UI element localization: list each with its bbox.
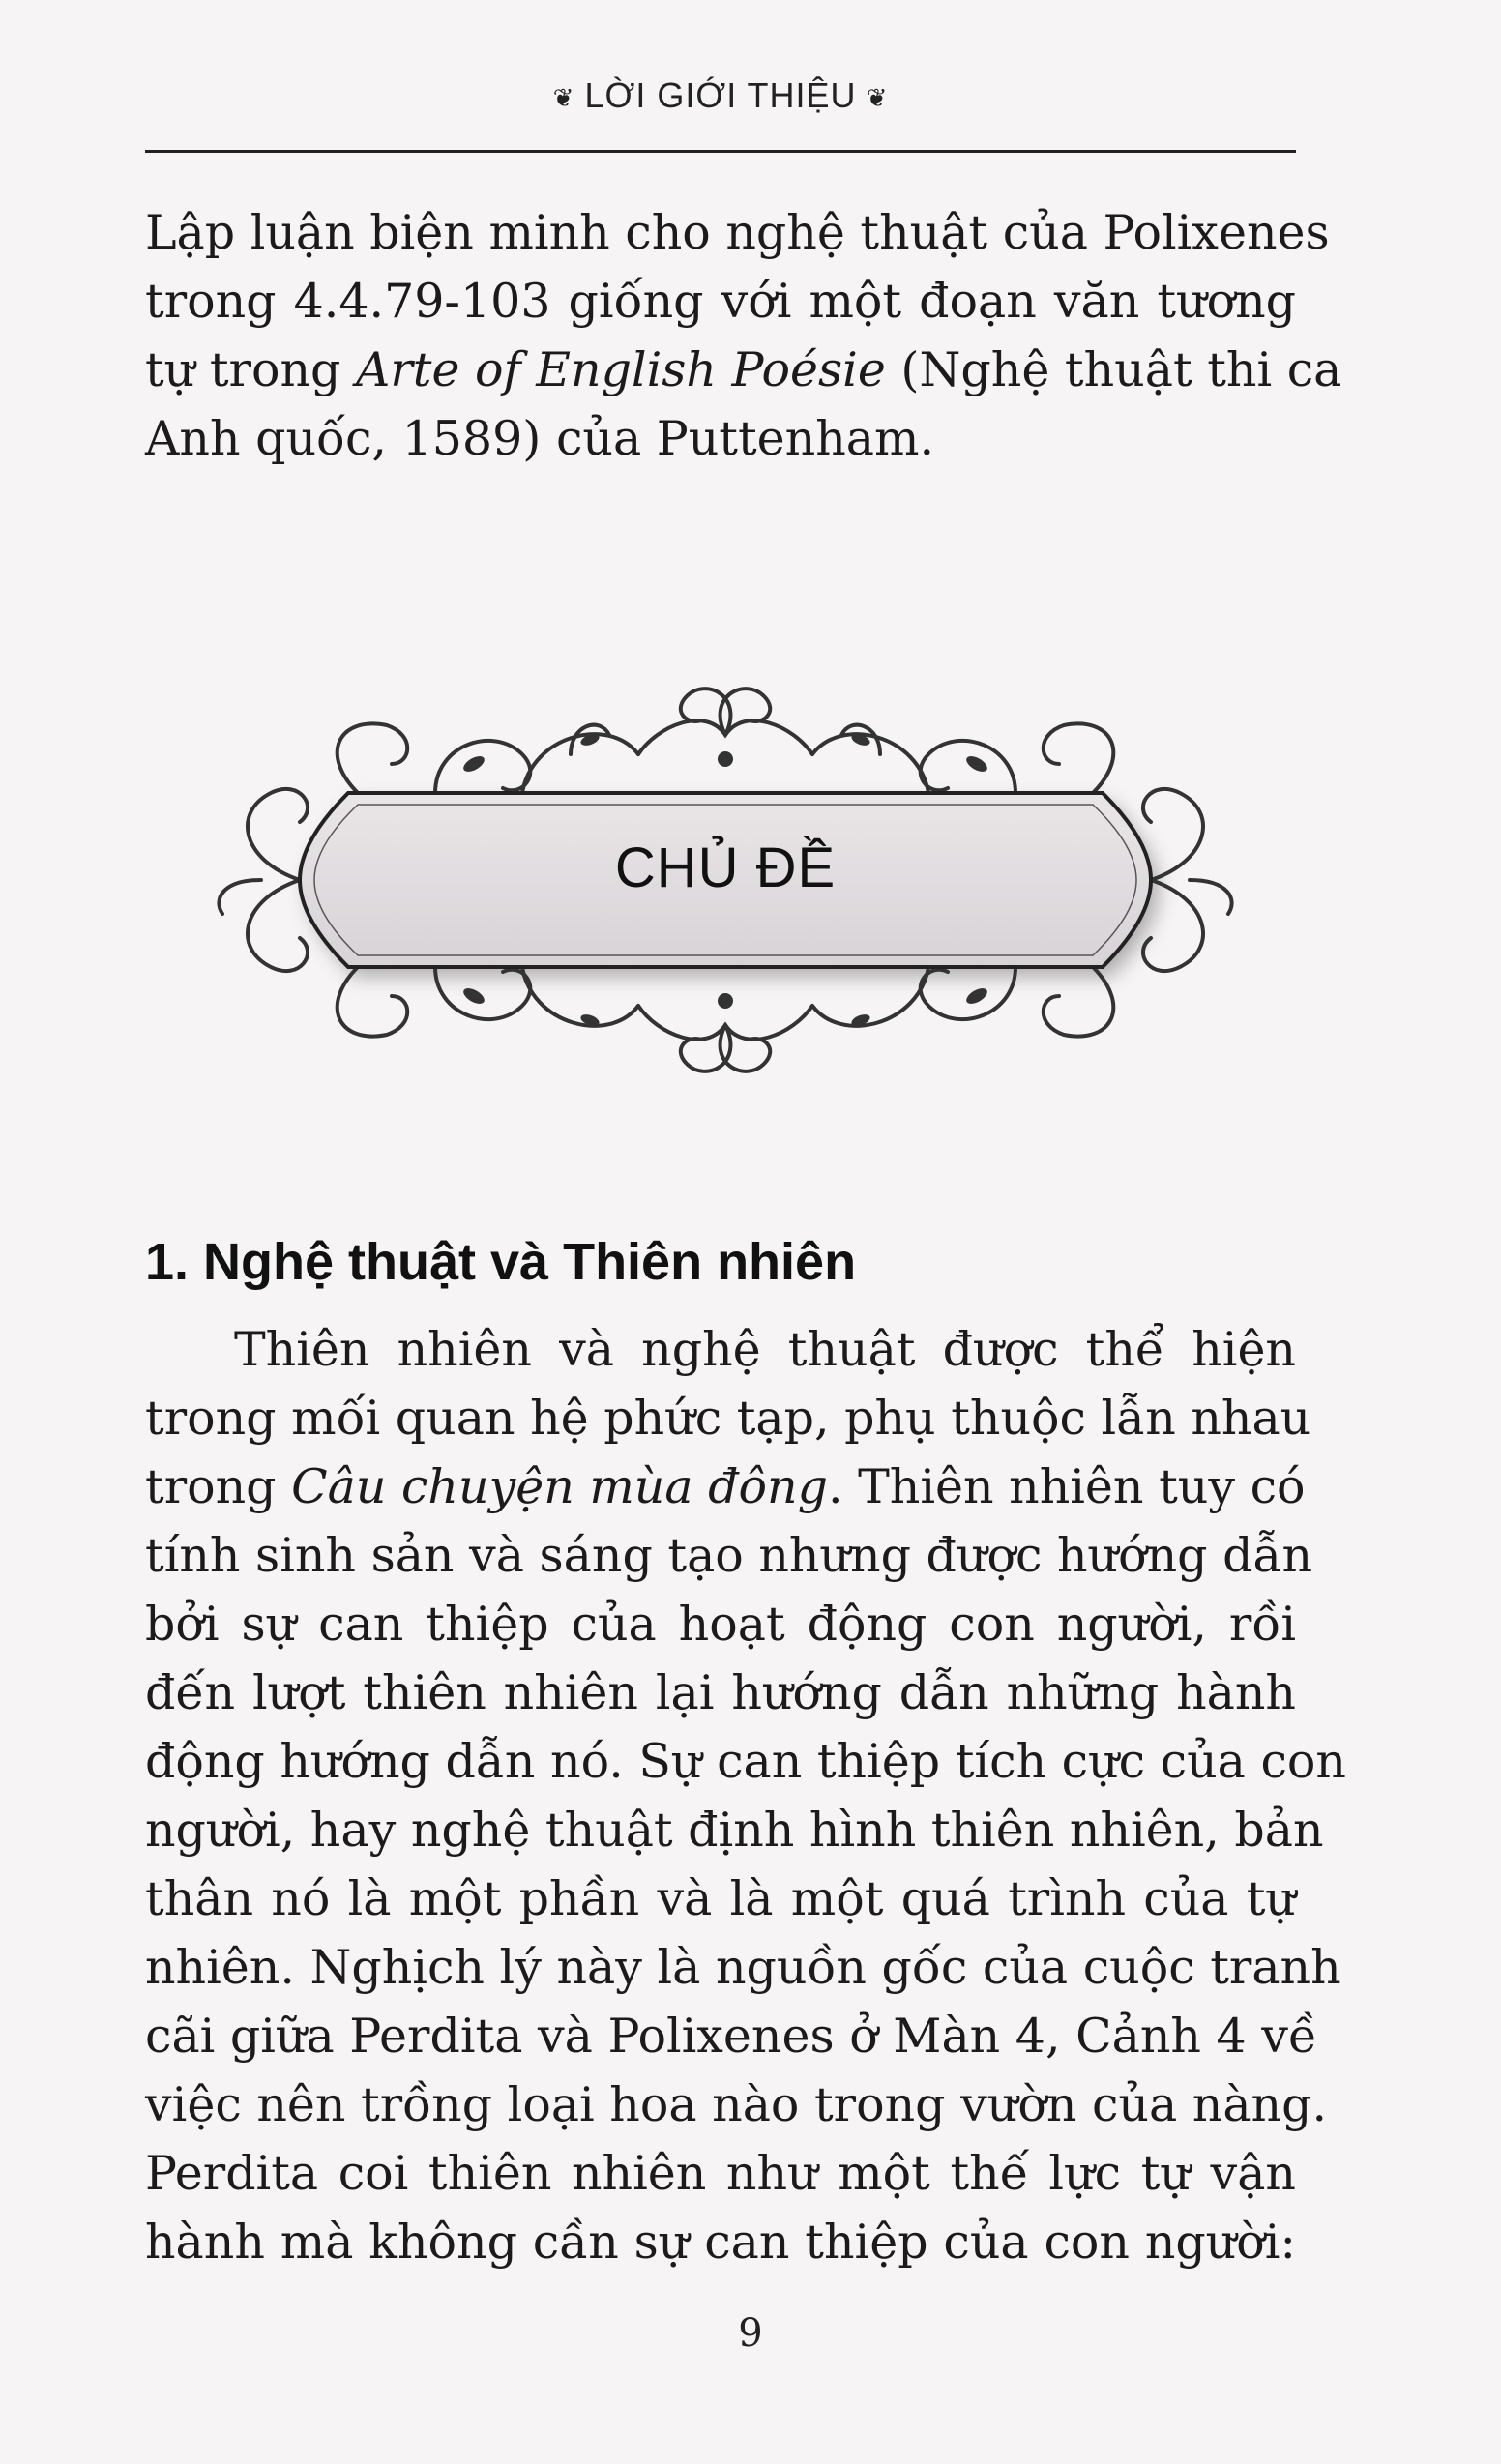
body-line-5: bởi sự can thiệp của hoạt động con người, rồi (145, 1597, 1296, 1652)
body-line-9: thân nó là một phần và là một quá trình của tự (145, 1871, 1296, 1926)
book-title-italic: Arte of English Poésie (355, 342, 886, 397)
body-line-7: động hướng dẫn nó. Sự can thiệp tích cực của con (145, 1734, 1346, 1789)
body-line-6: đến lượt thiên nhiên lại hướng dẫn những hành (145, 1665, 1296, 1720)
left-flourish-icon: ❦ (552, 82, 575, 112)
intro-line-2: trong 4.4.79-103 giống với một đoạn văn tương (145, 274, 1296, 329)
theme-box-title: CHỦ ĐỀ (614, 836, 837, 899)
page-number: 9 (738, 2311, 763, 2356)
body-line-12: việc nên trồng loại hoa nào trong vườn của nàng. (145, 2077, 1328, 2132)
body-line-3: trong Câu chuyện mùa đông. Thiên nhiên tuy có (145, 1459, 1306, 1514)
body-line-11: cãi giữa Perdita và Polixenes ở Màn 4, Cảnh 4 về (145, 2009, 1318, 2064)
body-line-2: trong mối quan hệ phức tạp, phụ thuộc lẫn nhau (145, 1391, 1311, 1446)
header-rule (145, 150, 1296, 153)
intro-line-1: Lập luận biện minh cho nghệ thuật của Polixenes (145, 205, 1330, 260)
section-body (145, 1315, 1346, 2276)
intro-paragraph (145, 198, 1342, 473)
body-line-10: nhiên. Nghịch lý này là nguồn gốc của cuộc tranh (145, 1940, 1341, 1995)
running-header-title: LỜI GIỚI THIỆU (584, 75, 857, 115)
section-heading: 1. Nghệ thuật và Thiên nhiên (145, 1233, 857, 1291)
body-line-8: người, hay nghệ thuật định hình thiên nhiên, bản (145, 1803, 1324, 1858)
body-line-4: tính sinh sản và sáng tạo nhưng được hướng dẫn (145, 1528, 1313, 1583)
intro-line-4: Anh quốc, 1589) của Puttenham. (145, 411, 935, 466)
body-line-13: Perdita coi thiên nhiên như một thế lực tự vận (145, 2146, 1296, 2201)
intro-line-3: tự trong Arte of English Poésie (Nghệ thuật thi ca (145, 342, 1342, 397)
body-line-1: Thiên nhiên và nghệ thuật được thể hiện (234, 1322, 1296, 1377)
running-header (145, 75, 1296, 116)
right-flourish-icon: ❦ (866, 82, 889, 112)
body-line-14: hành mà không cần sự can thiệp của con người: (145, 2215, 1296, 2270)
play-title-italic: Câu chuyện mùa đông (291, 1459, 828, 1514)
